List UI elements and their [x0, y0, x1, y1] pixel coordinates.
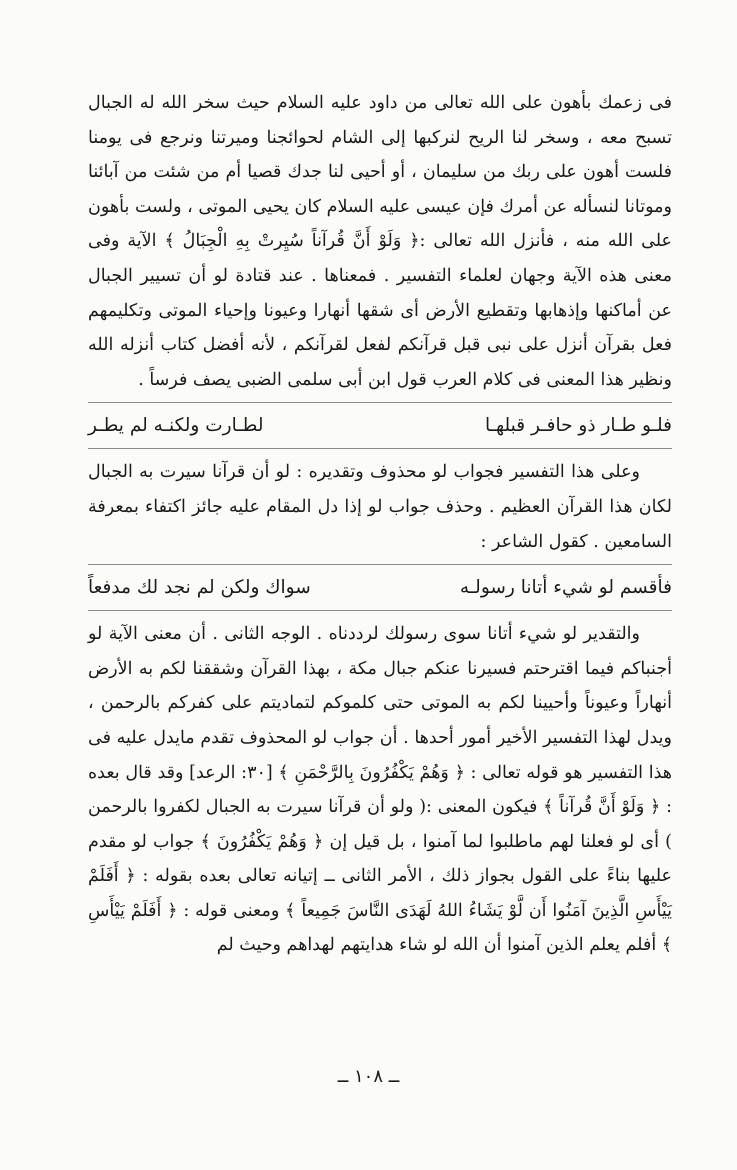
- page-number: ــ ١٠٨ ــ: [337, 1066, 400, 1087]
- separator-line: [88, 564, 672, 565]
- verse-1-second-hemistich: لطـارت ولكنـه لم يطـر: [88, 415, 264, 437]
- page-body: [88, 86, 672, 963]
- verse-2-first-hemistich: فأقسم لو شيء أتانا رسولـه: [459, 577, 672, 599]
- verse-1: [88, 409, 672, 443]
- separator-line: [88, 402, 672, 403]
- separator-line: [88, 448, 672, 449]
- paragraph-1: فى زعمك بأهون على الله تعالى من داود عليه السلام حيث سخر الله له الجبال تسبح معه ، وسخر لنا الريح لنركبها إلى الشام لحوائجنا وميرتنا ونرجع فى يومنا فلست أهون على ربك من سليمان ، أو أحيى لنا جدك قصيا أم من شئت من آبائنا وموتانا لنسأله عن أمرك فإن عيسى عليه السلام كان يحيى الموتى ، ولست بأهون على الله منه ، فأنزل الله تعالى :﴿ وَلَوْ أَنَّ قُرآناً سُيِرتْ بِهِ الْجِبَالُ ﴾ الآية وفى معنى هذه الآية وجهان لعلماء التفسير . فمعناها . عند قتادة لو أن تسيير الجبال عن أماكنها وإذهابها وتقطيع الأرض أى شقها أنهارا وعيونا وإحياء الموتى وتكليمهم فعل بقرآن أنزل على نبى قبل قرآنكم لفعل لقرآنكم ، لأنه أفضل كتاب أنزله الله ونظير هذا المعنى فى كلام العرب قول ابن أبى سلمى الضبى يصف فرساً .: [88, 93, 672, 390]
- verse-2-second-hemistich: سواك ولكن لم نجد لك مدفعاً: [88, 577, 311, 599]
- separator-line: [88, 610, 672, 611]
- paragraph-3: والتقدير لو شيء أتانا سوى رسولك لرددناه . الوجه الثانى . أن معنى الآية لو أجنباكم فيما اقترحتم فسيرنا عنكم جبال مكة ، بهذا القرآن وشققنا لكم به الأرض أنهاراً وعيوناً وأحيينا لكم به الموتى حتى كلموكم لتماديتم على كفركم بالرحمن ، ويدل لهذا التفسير الأخير أمور أحدها . أن جواب لو المحذوف تقدم مايدل عليه فى هذا التفسير هو قوله تعالى : ﴿ وَهُمْ يَكْفُرُونَ بِالرَّحْمَنِ ﴾ [٣٠: الرعد] وقد قال بعده : ﴿ وَلَوْ أَنَّ قُرآناً ﴾ فيكون المعنى :( ولو أن قرآنا سيرت به الجبال لكفروا بالرحمن ) أى لو فعلنا لهم ماطلبوا لما آمنوا ، بل قيل إن ﴿ وَهُمْ يَكْفُرُونَ ﴾ جواب لو مقدم عليها بناءً على القول بجواز ذلك ، الأمر الثانى ــ إتيانه تعالى بعده بقوله : ﴿ أَفَلَمْ يَيْأَسِ الَّذِينَ آمَنُوا أَن لَّوْ يَشَاءُ اللهُ لَهَدَى النَّاسَ جَمِيعاً ﴾ ومعنى قوله : ﴿ أَفَلَمْ يَيْأَسِ ﴾ أفلم يعلم الذين آمنوا أن الله لو شاء هدايتهم لهداهم وحيث لم: [88, 624, 672, 956]
- verse-1-first-hemistich: فلـو طـار ذو حافـر قبلهـا: [484, 415, 672, 437]
- verse-2: [88, 571, 672, 605]
- paragraph-2: وعلى هذا التفسير فجواب لو محذوف وتقديره : لو أن قرآنا سيرت به الجبال لكان هذا القرآن العظيم . وحذف جواب لو إذا دل المقام عليه جائز اكتفاء بمعرفة السامعين . كقول الشاعر :: [88, 462, 672, 552]
